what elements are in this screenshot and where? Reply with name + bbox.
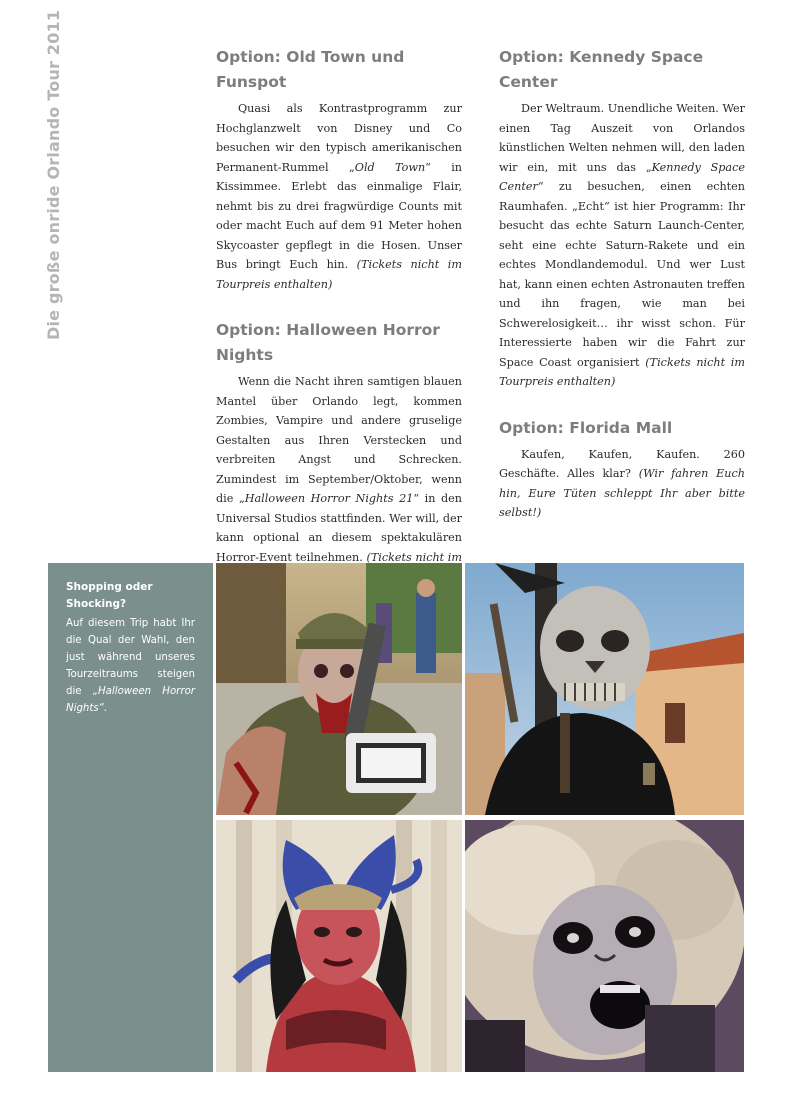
section-body: Quasi als Kontrastprogramm zur Hochglanzwelt von Disney und Co besuchen wir den typisch amerikanischen Permanent-Rummel „Old Town“ in Kissimmee. Erlebt das einmalige Flair, nehmt bis zu drei fragwürdige Counts mit oder macht Euch auf dem 91 Meter hohen Skycoaster gepflegt in die Hosen. Unser Bus bringt Euch hin. (Tickets nicht im Tourpreis enthalten) xyxy=(216,102,463,291)
left-column xyxy=(216,45,462,611)
sidebar-box xyxy=(48,563,213,1072)
ticket-note: (Tickets nicht im Tourpreis enthalten) xyxy=(499,355,745,388)
section-body: Wenn die Nacht ihren samtigen blauen Mantel über Orlando legt, kommen Zombies, Vampire und andere gruselige Gestalten aus Ihren Verstecken und verbreiten Angst und Schrecken. Zumindest im September/Oktober, wenn die „Halloween Horror Nights 21“ in den Universal Studios stattfinden. Wer will, der kann optional an diesem spektakulären Horror-Event teilnehmen. (Tickets nicht im xyxy=(216,372,462,587)
sidebar-text: Auf diesem Trip habt Ihr die Qual der Wahl, den just während unseres Tourzeitraums steigen die „Halloween Horror Nights“. xyxy=(66,618,195,714)
photo-chainsaw-zombie xyxy=(216,563,462,815)
photo-red-demon xyxy=(216,820,462,1072)
ticket-note: (Tickets nicht im Tourpreis enthalten) xyxy=(216,258,462,291)
section-heading: Option: Halloween Horror Nights xyxy=(216,321,440,364)
right-column xyxy=(499,45,745,547)
section-heading: Option: Florida Mall xyxy=(499,418,673,437)
vertical-running-title: Die große onride Orlando Tour 2011 xyxy=(44,9,63,340)
photo-screaming-face xyxy=(465,820,744,1072)
section-florida-mall xyxy=(499,416,745,523)
section-body: Der Weltraum. Unendliche Weiten. Wer einen Tag Auszeit von Orlandos künstlichen Welten nehmen will, den laden wir ein, mit uns das „Kennedy Space Center“ zu besuchen, einen echten Raumhafen. „Echt“ ist hier Programm: Ihr besucht das echte Saturn Launch-Center, seht eine echte Saturn-Rakete und ein echtes Mondlandemodul. Und wer Lust hat, kann einen echten Astronauten treffen und ihn fragen, wie man bei Schwerelosigkeit… ihr wisst schon. Für Interessierte haben wir die Fahrt zur Space Coast organisiert (Tickets nicht im Tourpreis enthalten) xyxy=(499,102,745,388)
section-old-town xyxy=(216,45,462,294)
section-kennedy-space-center xyxy=(499,45,745,392)
section-body: Kaufen, Kaufen, Kaufen. 260 Geschäfte. Alles klar? (Wir fahren Euch hin, Eure Tüten schleppt Ihr aber bitte selbst!) xyxy=(499,447,745,519)
section-heading: Option: Kennedy Space Center xyxy=(499,48,704,91)
photo-skull-mask xyxy=(465,563,744,815)
sidebar-heading: Shopping oder Shocking? xyxy=(66,581,153,610)
ticket-note: (Tickets nicht im xyxy=(366,550,462,564)
ticket-note: (Wir fahren Euch hin, Eure Tüten schleppt Ihr aber bitte selbst!) xyxy=(499,467,745,519)
section-heading: Option: Old Town und Funspot xyxy=(216,48,405,91)
section-halloween-horror-nights xyxy=(216,318,462,587)
